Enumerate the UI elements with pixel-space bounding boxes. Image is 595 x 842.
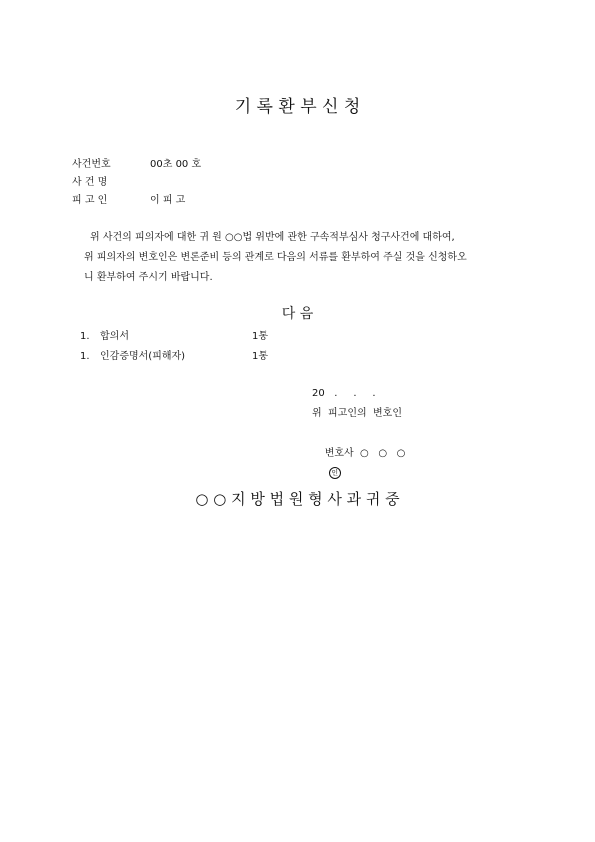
signature-block: [312, 384, 406, 477]
list-item-number: 1.: [80, 331, 90, 342]
list-item-number: 1.: [80, 351, 90, 362]
case-info: [72, 156, 290, 210]
case-name-row: [72, 174, 290, 192]
body-line-3: 니 환부하여 주시기 바랍니다.: [84, 272, 213, 283]
signature-date: 20 . . .: [312, 388, 376, 399]
list-item-name: 합의서: [100, 331, 129, 342]
seal-icon: 인: [329, 467, 341, 479]
case-number-row: [72, 156, 290, 174]
body-line-1: 위 사건의 피의자에 대한 귀 원 ○○법 위반에 관한 구속적부심사 청구사건에 대하여,: [90, 232, 455, 243]
defendant-row: [72, 192, 290, 210]
list-item-name: 인감증명서(피해자): [100, 351, 186, 362]
request-body: [76, 228, 526, 288]
court-addressee: ○ ○ 지 방 법 원 형 사 과 귀 중: [195, 490, 400, 508]
defendant-value: 이 피 고: [150, 195, 186, 206]
case-name-label: 사 건 명: [72, 177, 108, 188]
list-item: [80, 347, 268, 367]
list-item-count: 1통: [252, 331, 269, 342]
signature-role: 위 피고인의 변호인: [312, 408, 402, 419]
case-number-value: 00초 00 호: [150, 159, 202, 170]
case-name-value: [150, 174, 290, 192]
case-number-label: 사건번호: [72, 159, 111, 170]
document-title: 기 록 환 부 신 청: [234, 97, 361, 117]
defendant-label: 피 고 인: [72, 195, 108, 206]
signature-lawyer: 변호사 ○ ○ ○: [324, 448, 406, 459]
body-line-2: 위 피의자의 변호인은 변론준비 등의 관계로 다음의 서류를 환부하여 주실 것을 신청하오: [84, 252, 467, 263]
signature-lawyer-row: [312, 424, 406, 477]
list-item: [80, 327, 268, 347]
list-item-count: 1통: [252, 351, 269, 362]
section-heading: 다 음: [281, 306, 314, 322]
document-list: [80, 327, 268, 367]
